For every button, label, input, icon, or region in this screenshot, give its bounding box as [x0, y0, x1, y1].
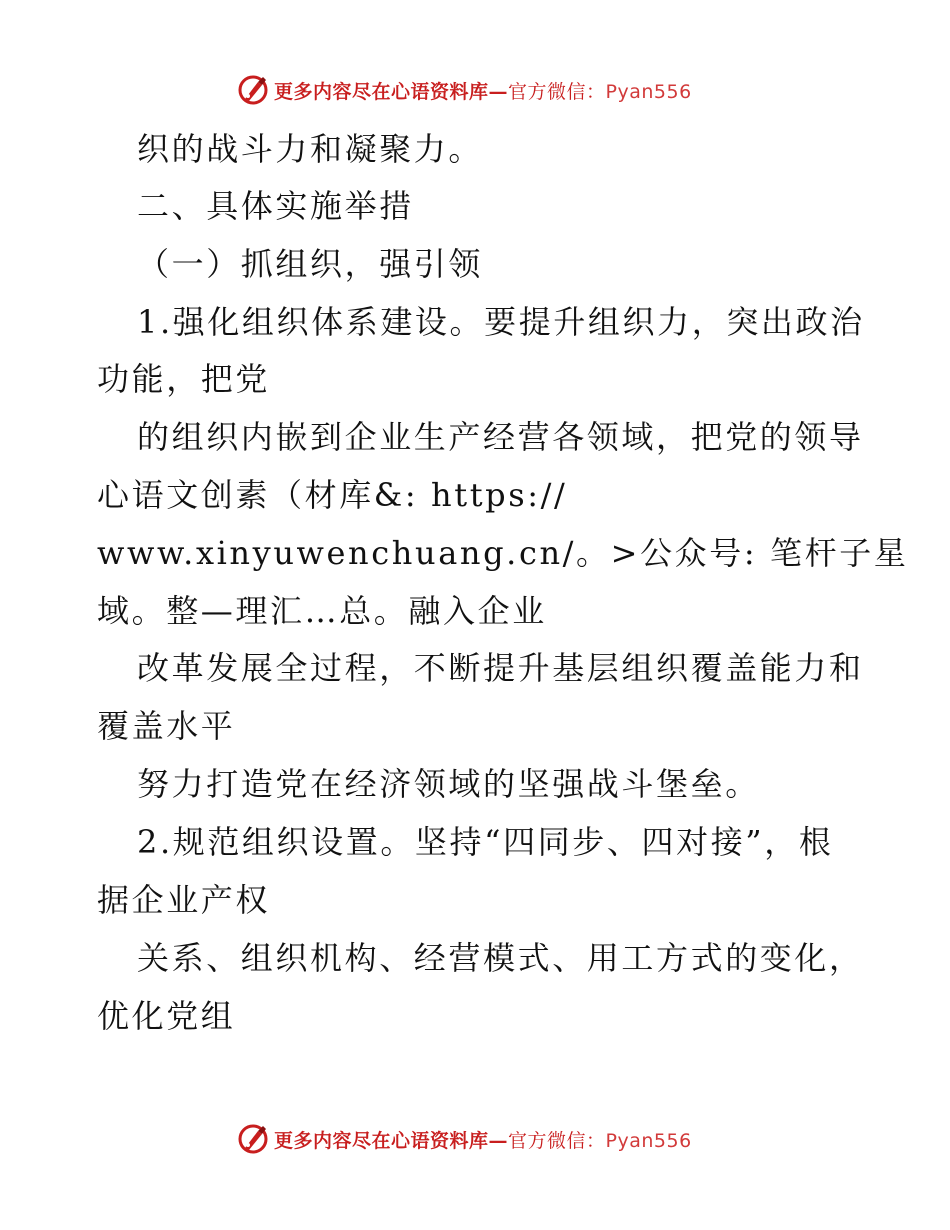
- red-quill-logo-icon: [236, 73, 270, 107]
- body-line: 改革发展全过程，不断提升基层组织覆盖能力和: [137, 649, 864, 687]
- body-line: 域。整—理汇…总。融入企业: [97, 592, 547, 630]
- body-line: 关系、组织机构、经营模式、用工方式的变化，: [137, 939, 864, 977]
- banner-wechat-id: Pyan556: [605, 1129, 692, 1152]
- body-line: 织的战斗力和凝聚力。: [137, 130, 484, 168]
- body-line: 的组织内嵌到企业生产经营各领域，把党的领导: [137, 418, 864, 456]
- body-line: www.xinyuwenchuang.cn/。>公众号: 笔杆子星: [97, 534, 909, 572]
- banner-dash: —: [488, 80, 509, 103]
- header-banner: [236, 72, 692, 108]
- footer-banner: [236, 1121, 692, 1157]
- subsection-heading: （一）抓组织，强引领: [137, 245, 484, 283]
- red-quill-logo-icon: [236, 1122, 270, 1156]
- banner-wechat-label: 官方微信：: [508, 1129, 606, 1152]
- body-line: 覆盖水平: [97, 707, 236, 745]
- body-line: 功能，把党: [97, 360, 271, 398]
- body-line: 努力打造党在经济领域的坚强战斗堡垒。: [137, 765, 760, 803]
- body-line: 心语文创素（材库&: https://: [97, 476, 568, 514]
- body-line: 据企业产权: [97, 881, 271, 919]
- banner-title: 更多内容尽在心语资料库: [274, 80, 489, 103]
- section-heading: 二、具体实施举措: [137, 187, 414, 225]
- body-line: 1.强化组织体系建设。要提升组织力，突出政治: [137, 303, 865, 341]
- banner-dash: —: [488, 1129, 509, 1152]
- body-line: 2.规范组织设置。坚持“四同步、四对接”，根: [137, 823, 834, 861]
- body-line: 优化党组: [97, 997, 236, 1035]
- banner-wechat-label: 官方微信：: [508, 80, 606, 103]
- banner-wechat-id: Pyan556: [605, 80, 692, 103]
- banner-title: 更多内容尽在心语资料库: [274, 1129, 489, 1152]
